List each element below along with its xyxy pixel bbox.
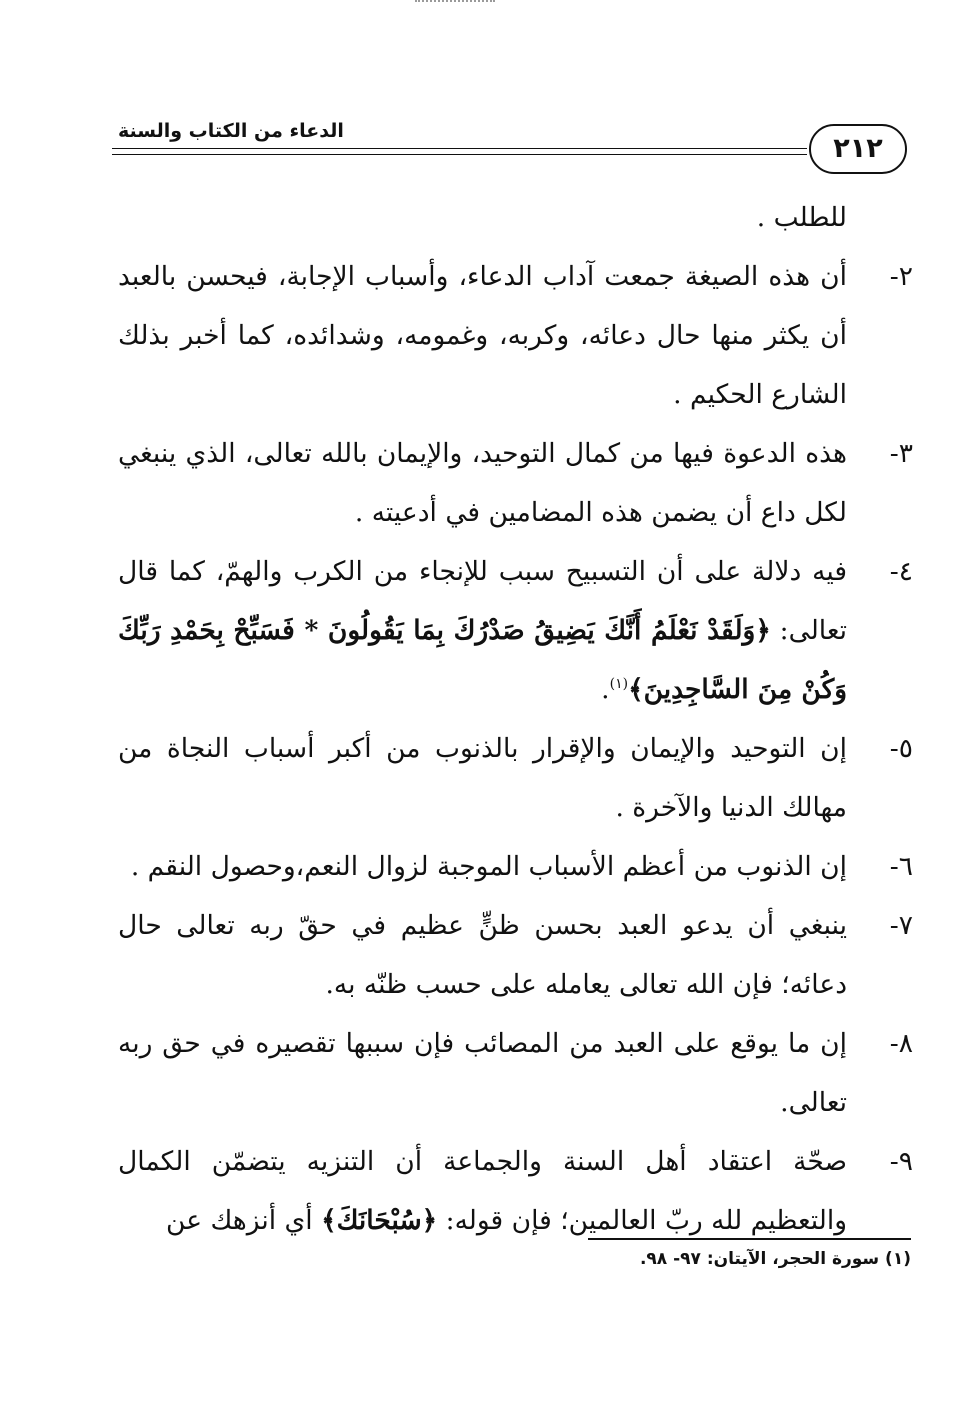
paragraph-text: ينبغي أن يدعو العبد بحسن ظنٍّ عظيم في حقّ ربه تعالى حال دعائه؛ فإن الله تعالى يعامله على حسب ظنّه به. (118, 910, 847, 1000)
paragraph-text: أن هذه الصيغة جمعت آداب الدعاء، وأسباب الإجابة، فيحسن بالعبد أن يكثر منها حال دعائه، وكربه، وغمومه، وشدائده، كما أخبر بذلك الشارع الحكيم . (118, 261, 847, 410)
paragraph-text: فيه دلالة على أن التسبيح سبب للإنجاء من الكرب والهمّ، كما قال تعالى: (118, 556, 848, 646)
paragraph-text: صحّة اعتقاد أهل السنة والجماعة أن التنزيه يتضمّن الكمال والتعظيم لله ربّ العالمين؛ فإن قوله: (118, 1146, 847, 1236)
paragraph (118, 719, 913, 837)
header-rule (112, 148, 807, 149)
top-scan-mark (415, 0, 495, 2)
paragraph-text: إن ما يوقع على العبد من المصائب فإن سببها تقصيره في حق ربه تعالى. (118, 1028, 847, 1118)
paragraph-number: ٧- (889, 910, 913, 941)
paragraph (118, 837, 913, 896)
paragraph (118, 188, 913, 247)
page-header (112, 118, 907, 182)
paragraph-number: ٤- (889, 556, 913, 587)
footnote: (١) سورة الحجر، الآيتان: ٩٧- ٩٨. (639, 1249, 911, 1269)
quran-verse: ﴿سُبْحَانَكَ﴾ (321, 1205, 438, 1236)
paragraph-text: أي أنزهك عن (166, 1205, 322, 1236)
book-title: الدعاء من الكتاب والسنة (118, 120, 344, 142)
paragraph-text: . (601, 674, 610, 705)
footnote-reference: (١) (609, 676, 629, 693)
paragraph (118, 542, 913, 719)
page-body (118, 188, 913, 1250)
paragraph (118, 247, 913, 424)
paragraph (118, 896, 913, 1014)
paragraph-number: ٥- (889, 733, 913, 764)
paragraph-number: ٢- (889, 261, 913, 292)
paragraph-text: إن التوحيد والإيمان والإقرار بالذنوب من أكبر أسباب النجاة من مهالك الدنيا والآخرة . (118, 733, 847, 823)
paragraph (118, 1132, 913, 1250)
paragraph-text: هذه الدعوة فيها من كمال التوحيد، والإيمان بالله تعالى، الذي ينبغي لكل داع أن يضمن هذه المضامين في أدعيته . (118, 438, 847, 528)
paragraph-text: للطلب . (756, 202, 847, 233)
paragraph-number: ٣- (889, 438, 913, 469)
paragraph-text: إن الذنوب من أعظم الأسباب الموجبة لزوال النعم،وحصول النقم . (130, 851, 847, 882)
footnote-rule (588, 1238, 911, 1240)
paragraph (118, 1014, 913, 1132)
quran-verse: ﴿وَلَقَدْ نَعْلَمُ أَنَّكَ يَضِيقُ صَدْرُكَ بِمَا يَقُولُونَ * فَسَبِّحْ بِحَمْدِ رَبِّكَ وَكُنْ مِنَ السَّاجِدِينَ﴾ (118, 615, 847, 705)
paragraph (118, 424, 913, 542)
header-rule-thin (112, 154, 807, 155)
paragraph-number: ٩- (889, 1146, 913, 1177)
page-number: ٢١٢ (809, 124, 907, 174)
paragraph-number: ٨- (889, 1028, 913, 1059)
paragraph-number: ٦- (889, 851, 913, 882)
